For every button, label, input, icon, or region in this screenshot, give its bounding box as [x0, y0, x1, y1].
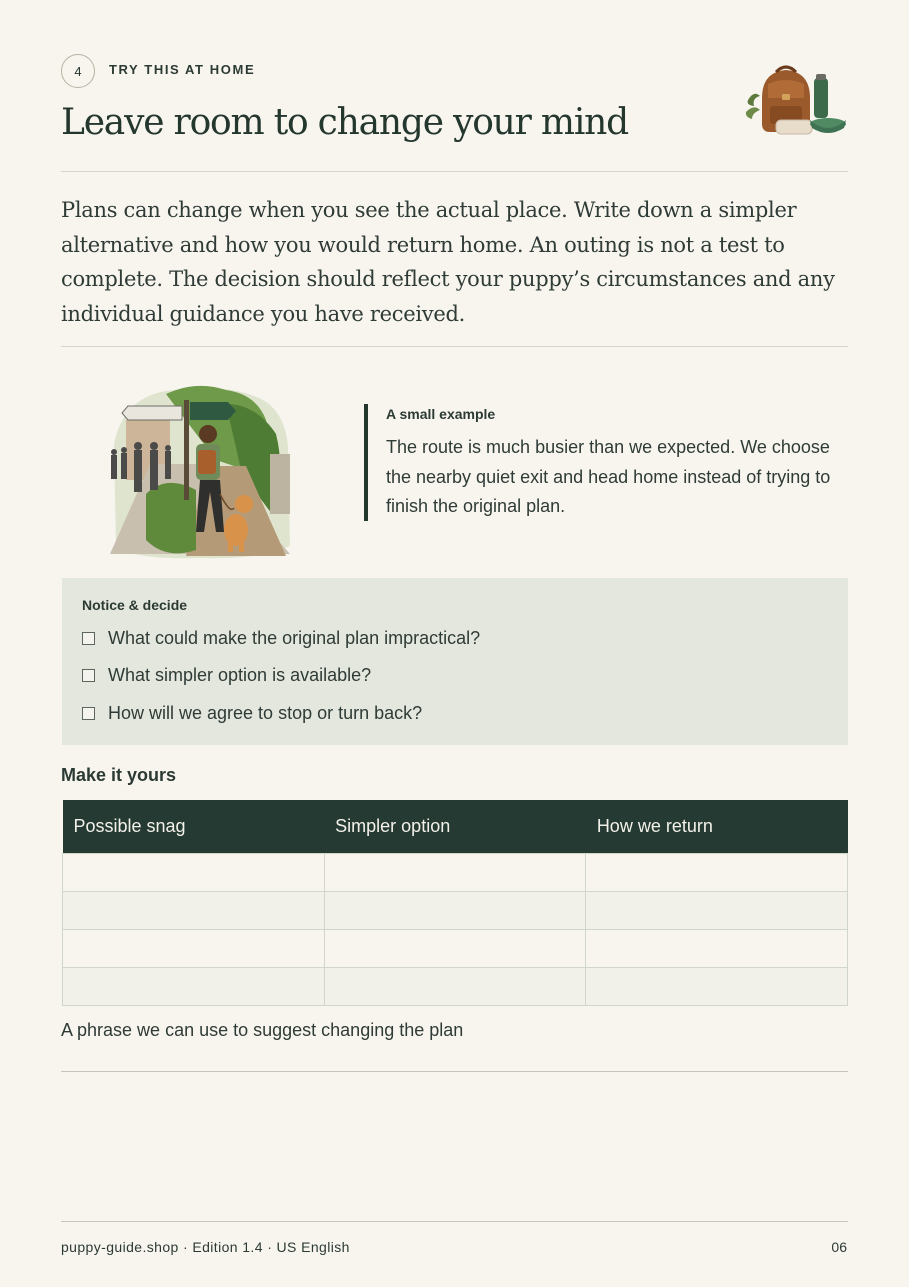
table-row [63, 853, 848, 891]
page-number: 06 [831, 1239, 847, 1255]
lead-paragraph: Plans can change when you see the actual place. Write down a simpler alternative and how you would return home. An outing is not a test to complete. The decision should reflect your puppy’s circumstances and any individual guidance you have received. [61, 198, 835, 326]
table-row [63, 891, 848, 929]
table-cell-input[interactable] [324, 929, 586, 967]
footer-divider [61, 1221, 848, 1222]
checkbox-icon[interactable] [82, 632, 95, 645]
column-header-possible-snag: Possible snag [63, 800, 325, 853]
section-kicker: TRY THIS AT HOME [109, 62, 256, 77]
example-accent-bar [364, 404, 368, 521]
table-cell-input[interactable] [586, 929, 848, 967]
checklist-item-label: How will we agree to stop or turn back? [108, 703, 423, 723]
example-text: The route is much busier than we expected. We choose the nearby quiet exit and head home instead of trying to finish the original plan. [386, 437, 831, 516]
phrase-write-line[interactable] [61, 1071, 848, 1072]
footer-edition-info: puppy-guide.shop · Edition 1.4 · US English [61, 1239, 350, 1255]
table-cell-input[interactable] [324, 891, 586, 929]
table-header-row [63, 800, 848, 853]
checklist-title: Notice & decide [82, 597, 188, 613]
checkbox-icon[interactable] [82, 707, 95, 720]
table-cell-input[interactable] [586, 891, 848, 929]
step-number-badge: 4 [61, 54, 95, 88]
table-cell-input[interactable] [63, 929, 325, 967]
table-cell-input[interactable] [586, 853, 848, 891]
backpack-icon [742, 60, 850, 142]
checklist-item-label: What simpler option is available? [108, 665, 372, 685]
table-row [63, 929, 848, 967]
notice-decide-checklist [62, 578, 848, 745]
lead-divider [61, 346, 848, 347]
table-cell-input[interactable] [63, 967, 325, 1005]
table-row [63, 967, 848, 1005]
phrase-prompt: A phrase we can use to suggest changing the plan [61, 1020, 464, 1040]
checklist-item[interactable] [82, 703, 422, 724]
walking-dog-illustration-icon [106, 384, 294, 560]
checklist-item-label: What could make the original plan impractical? [108, 628, 481, 648]
checklist-item[interactable] [82, 628, 480, 649]
table-cell-input[interactable] [586, 967, 848, 1005]
worksheet-table [62, 800, 848, 1006]
column-header-simpler-option: Simpler option [324, 800, 586, 853]
worksheet-title: Make it yours [61, 765, 177, 785]
table-cell-input[interactable] [63, 853, 325, 891]
table-cell-input[interactable] [63, 891, 325, 929]
example-label: A small example [386, 406, 496, 422]
table-cell-input[interactable] [324, 853, 586, 891]
table-cell-input[interactable] [324, 967, 586, 1005]
checkbox-icon[interactable] [82, 669, 95, 682]
checklist-item[interactable] [82, 665, 371, 686]
column-header-how-we-return: How we return [586, 800, 848, 853]
header-divider [61, 171, 848, 172]
page-title: Leave room to change your mind [61, 102, 629, 143]
